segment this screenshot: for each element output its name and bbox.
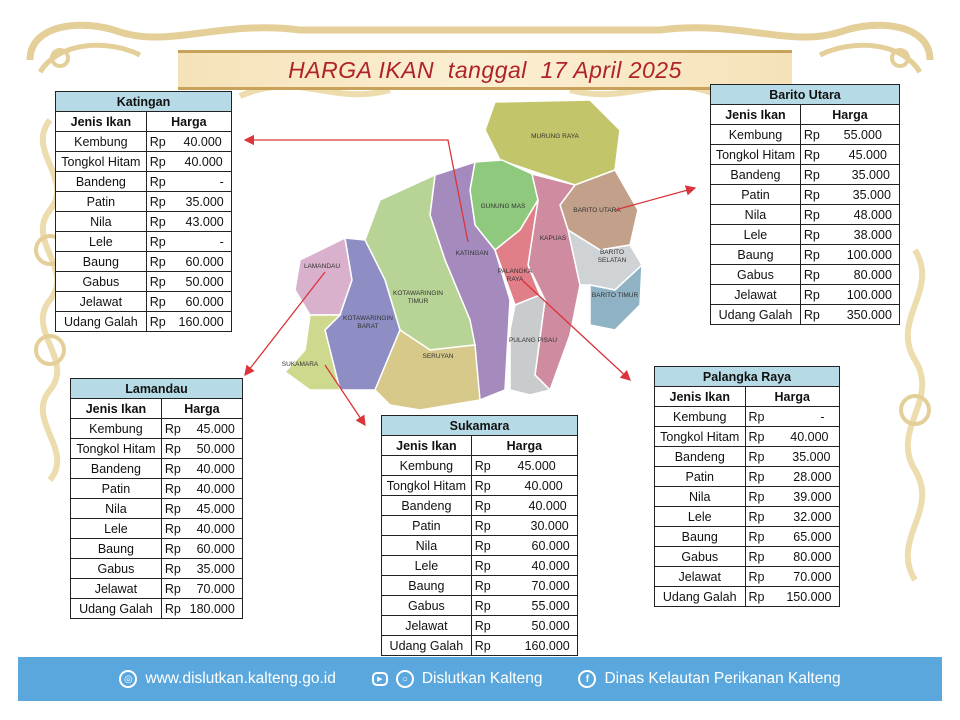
fish-name: Tongkol Hitam — [382, 476, 472, 496]
fish-price: Rp 60.000 — [161, 539, 242, 559]
table-row — [71, 479, 243, 499]
footer-facebook[interactable] — [578, 670, 840, 688]
table-row — [655, 567, 840, 587]
map-label: KAPUAS — [539, 235, 567, 242]
table-row — [382, 536, 578, 556]
fish-name: Jelawat — [711, 285, 801, 305]
table-row — [655, 507, 840, 527]
fish-price: Rp 40.000 — [471, 556, 577, 576]
fish-name: Gabus — [655, 547, 746, 567]
fish-name: Nila — [56, 212, 147, 232]
fish-name: Jelawat — [71, 579, 162, 599]
fish-price: Rp 40.000 — [745, 427, 840, 447]
table-row — [711, 245, 900, 265]
price-table-barito-utara — [710, 84, 900, 325]
table-region-title: Sukamara — [382, 416, 578, 436]
table-row — [71, 419, 243, 439]
table-row — [382, 516, 578, 536]
column-header-price: Harga — [161, 399, 242, 419]
fish-price: Rp 40.000 — [161, 519, 242, 539]
fish-price: Rp 40.000 — [471, 496, 577, 516]
fish-price: Rp 40.000 — [471, 476, 577, 496]
fish-name: Nila — [382, 536, 472, 556]
table-row — [56, 312, 232, 332]
fish-price: Rp 350.000 — [800, 305, 899, 325]
table-row — [711, 225, 900, 245]
fish-name: Patin — [655, 467, 746, 487]
column-header-name: Jenis Ikan — [71, 399, 162, 419]
fish-name: Kembung — [71, 419, 162, 439]
table-row — [711, 305, 900, 325]
fish-price: Rp 35.000 — [745, 447, 840, 467]
table-row — [71, 459, 243, 479]
column-header-name: Jenis Ikan — [655, 387, 746, 407]
fish-price: Rp 43.000 — [146, 212, 231, 232]
fish-price: Rp 50.000 — [471, 616, 577, 636]
fish-name: Baung — [655, 527, 746, 547]
table-row — [655, 447, 840, 467]
fish-price: Rp 35.000 — [161, 559, 242, 579]
fish-price: Rp 40.000 — [161, 459, 242, 479]
fish-name: Udang Galah — [711, 305, 801, 325]
map-label: BARITO SELATAN — [597, 249, 627, 264]
fish-price: Rp 160.000 — [146, 312, 231, 332]
price-table-sukamara — [381, 415, 578, 656]
fish-price: Rp 60.000 — [146, 292, 231, 312]
table-row — [71, 579, 243, 599]
fish-price: Rp 70.000 — [745, 567, 840, 587]
table-row — [71, 519, 243, 539]
footer-social-text: Dislutkan Kalteng — [421, 670, 543, 687]
table-row — [382, 476, 578, 496]
fish-name: Tongkol Hitam — [655, 427, 746, 447]
table-row — [655, 487, 840, 507]
map-label: KOTAWARINGIN BARAT — [343, 315, 393, 330]
fish-name: Lele — [711, 225, 801, 245]
table-row — [655, 467, 840, 487]
price-table-palangka-raya — [654, 366, 840, 607]
column-header-name: Jenis Ikan — [56, 112, 147, 132]
table-row — [711, 205, 900, 225]
fish-name: Lele — [56, 232, 147, 252]
table-row — [56, 232, 232, 252]
fish-name: Kembung — [382, 456, 472, 476]
table-row — [382, 456, 578, 476]
map-label: PALANGKA RAYA — [497, 268, 533, 283]
fish-price: Rp 48.000 — [800, 205, 899, 225]
fish-price: Rp 80.000 — [800, 265, 899, 285]
table-row — [655, 547, 840, 567]
fish-price: Rp 45.000 — [471, 456, 577, 476]
table-row — [711, 165, 900, 185]
fish-name: Nila — [655, 487, 746, 507]
table-row — [382, 596, 578, 616]
table-row — [71, 539, 243, 559]
fish-name: Jelawat — [382, 616, 472, 636]
table-row — [56, 152, 232, 172]
table-row — [711, 125, 900, 145]
fish-price: Rp 45.000 — [161, 499, 242, 519]
fish-name: Bandeng — [711, 165, 801, 185]
fish-price: Rp 60.000 — [471, 536, 577, 556]
table-region-title: Palangka Raya — [655, 367, 840, 387]
fish-name: Tongkol Hitam — [711, 145, 801, 165]
page-title: HARGA IKAN tanggal 17 April 2025 — [288, 56, 682, 83]
table-row — [655, 527, 840, 547]
fish-name: Lele — [382, 556, 472, 576]
fish-name: Patin — [56, 192, 147, 212]
fish-price: Rp 70.000 — [161, 579, 242, 599]
fish-price: Rp - — [745, 407, 840, 427]
table-row — [655, 427, 840, 447]
fish-name: Bandeng — [382, 496, 472, 516]
fish-price: Rp 160.000 — [471, 636, 577, 656]
fish-price: Rp 28.000 — [745, 467, 840, 487]
map-label: SERUYAN — [422, 353, 454, 360]
table-row — [711, 145, 900, 165]
map-label: KOTAWARINGIN TIMUR — [393, 290, 443, 305]
fish-price: Rp 55.000 — [800, 125, 899, 145]
fish-name: Udang Galah — [382, 636, 472, 656]
fish-name: Gabus — [711, 265, 801, 285]
price-table-katingan — [55, 91, 232, 332]
fish-name: Bandeng — [655, 447, 746, 467]
fish-name: Patin — [382, 516, 472, 536]
fish-name: Tongkol Hitam — [56, 152, 147, 172]
table-row — [71, 499, 243, 519]
fish-price: Rp 35.000 — [800, 185, 899, 205]
fish-price: Rp 45.000 — [800, 145, 899, 165]
fish-price: Rp 100.000 — [800, 285, 899, 305]
table-row — [655, 407, 840, 427]
title-banner — [178, 50, 792, 90]
fish-name: Baung — [711, 245, 801, 265]
fish-name: Bandeng — [71, 459, 162, 479]
footer-bar — [18, 657, 942, 701]
footer-website-text: www.dislutkan.kalteng.go.id — [145, 670, 336, 687]
fish-price: Rp 180.000 — [161, 599, 242, 619]
table-row — [71, 559, 243, 579]
fish-name: Nila — [711, 205, 801, 225]
facebook-icon: f — [578, 670, 596, 688]
fish-price: Rp 45.000 — [161, 419, 242, 439]
fish-price: Rp - — [146, 172, 231, 192]
map-label: PULANG PISAU — [508, 337, 558, 344]
fish-name: Bandeng — [56, 172, 147, 192]
column-header-name: Jenis Ikan — [382, 436, 472, 456]
fish-name: Nila — [71, 499, 162, 519]
table-row — [711, 285, 900, 305]
fish-price: Rp 35.000 — [146, 192, 231, 212]
table-region-title: Barito Utara — [711, 85, 900, 105]
region-map — [270, 90, 650, 420]
fish-price: Rp 30.000 — [471, 516, 577, 536]
table-row — [382, 636, 578, 656]
fish-name: Gabus — [56, 272, 147, 292]
fish-name: Patin — [71, 479, 162, 499]
table-row — [655, 587, 840, 607]
table-region-title: Lamandau — [71, 379, 243, 399]
fish-price: Rp 35.000 — [800, 165, 899, 185]
fish-price: Rp 38.000 — [800, 225, 899, 245]
youtube-icon: ▶ — [372, 672, 388, 686]
fish-price: Rp - — [146, 232, 231, 252]
fish-price: Rp 40.000 — [146, 132, 231, 152]
fish-name: Udang Galah — [655, 587, 746, 607]
table-row — [56, 292, 232, 312]
fish-name: Udang Galah — [71, 599, 162, 619]
fish-price: Rp 39.000 — [745, 487, 840, 507]
price-table-lamandau — [70, 378, 243, 619]
table-row — [56, 252, 232, 272]
fish-price: Rp 40.000 — [146, 152, 231, 172]
footer-website[interactable] — [119, 670, 335, 688]
fish-name: Baung — [71, 539, 162, 559]
table-row — [56, 212, 232, 232]
fish-name: Lele — [655, 507, 746, 527]
fish-price: Rp 50.000 — [146, 272, 231, 292]
fish-price: Rp 80.000 — [745, 547, 840, 567]
column-header-price: Harga — [745, 387, 840, 407]
fish-name: Jelawat — [655, 567, 746, 587]
footer-facebook-text: Dinas Kelautan Perikanan Kalteng — [604, 670, 841, 687]
column-header-price: Harga — [471, 436, 577, 456]
fish-name: Udang Galah — [56, 312, 147, 332]
fish-price: Rp 40.000 — [161, 479, 242, 499]
fish-price: Rp 60.000 — [146, 252, 231, 272]
fish-name: Kembung — [655, 407, 746, 427]
fish-name: Patin — [711, 185, 801, 205]
fish-price: Rp 100.000 — [800, 245, 899, 265]
column-header-price: Harga — [800, 105, 899, 125]
map-label: BARITO TIMUR — [591, 292, 639, 299]
table-row — [382, 496, 578, 516]
fish-price: Rp 32.000 — [745, 507, 840, 527]
table-region-title: Katingan — [56, 92, 232, 112]
map-label: LAMANDAU — [303, 263, 341, 270]
fish-name: Kembung — [711, 125, 801, 145]
fish-price: Rp 55.000 — [471, 596, 577, 616]
table-row — [711, 185, 900, 205]
map-label: MURUNG RAYA — [531, 133, 579, 140]
column-header-name: Jenis Ikan — [711, 105, 801, 125]
table-row — [56, 172, 232, 192]
footer-social[interactable] — [372, 670, 543, 688]
table-row — [382, 556, 578, 576]
map-label: SUKAMARA — [281, 361, 319, 368]
instagram-icon: ○ — [396, 670, 414, 688]
map-label: GUNUNG MAS — [480, 203, 526, 210]
table-row — [382, 616, 578, 636]
table-row — [711, 265, 900, 285]
fish-name: Kembung — [56, 132, 147, 152]
table-row — [71, 599, 243, 619]
map-label: BARITO UTARA — [573, 207, 621, 214]
fish-price: Rp 50.000 — [161, 439, 242, 459]
fish-name: Jelawat — [56, 292, 147, 312]
fish-price: Rp 65.000 — [745, 527, 840, 547]
fish-name: Lele — [71, 519, 162, 539]
column-header-price: Harga — [146, 112, 231, 132]
table-row — [71, 439, 243, 459]
fish-price: Rp 150.000 — [745, 587, 840, 607]
fish-name: Gabus — [71, 559, 162, 579]
table-row — [56, 192, 232, 212]
globe-icon: ◎ — [119, 670, 137, 688]
fish-name: Gabus — [382, 596, 472, 616]
fish-price: Rp 70.000 — [471, 576, 577, 596]
fish-name: Baung — [56, 252, 147, 272]
fish-name: Baung — [382, 576, 472, 596]
table-row — [56, 272, 232, 292]
table-row — [56, 132, 232, 152]
map-label: KATINGAN — [455, 250, 489, 257]
table-row — [382, 576, 578, 596]
fish-name: Tongkol Hitam — [71, 439, 162, 459]
